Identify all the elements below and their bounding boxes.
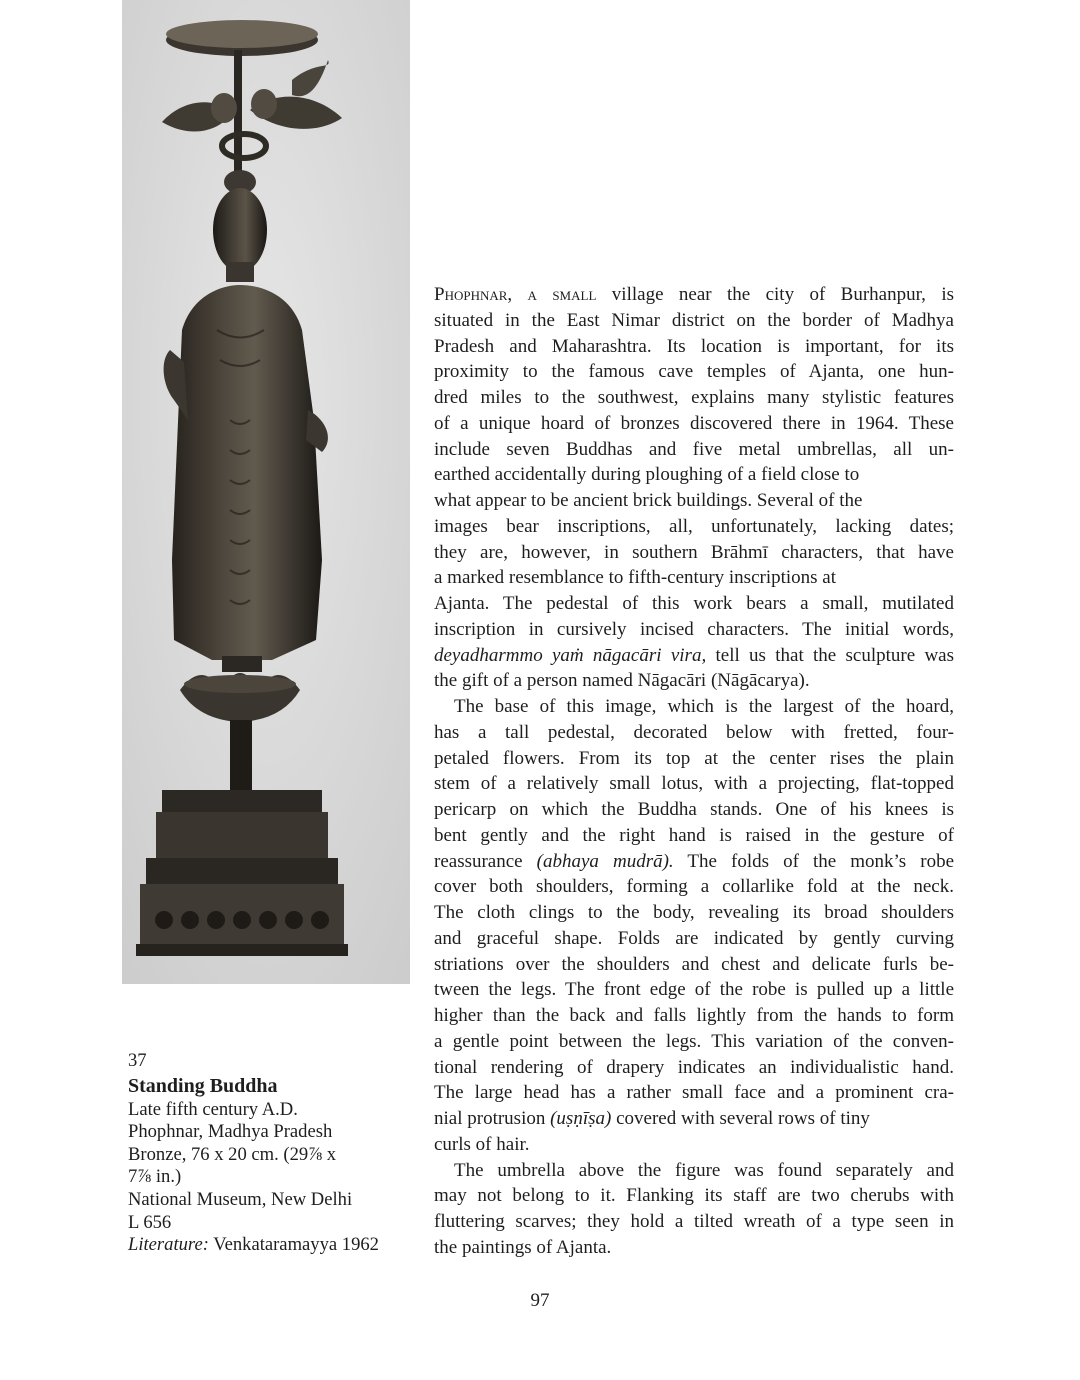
text-line: Phophnar, a small village near the city of Burhanpur, is	[434, 284, 955, 305]
text-line: The base of this image, which is the largest of the hoard,	[454, 696, 954, 717]
literature-label: Literature:	[128, 1234, 209, 1256]
mudra-term: (abhaya mudrā).	[536, 850, 674, 872]
catalogue-material-cont: 7⅞ in.)	[128, 1166, 182, 1188]
text-line: dred miles to the southwest, explains many stylistic features	[434, 387, 954, 408]
buddha-figure-image	[122, 0, 410, 984]
catalogue-literature	[128, 1234, 418, 1257]
catalogue-number: 37	[128, 1050, 147, 1071]
text-line: they are, however, in southern Brāhmī characters, that have	[434, 541, 954, 563]
text-line: deyadharmmo yaṁ nāgacāri vira, tell us that the sculpture was	[434, 644, 955, 666]
catalogue-title: Standing Buddha	[128, 1074, 278, 1097]
literature-value: Venkataramayya 1962	[208, 1234, 379, 1256]
text-line: curls of hair.	[434, 1133, 530, 1155]
text-line: images bear inscriptions, all, unfortunately, lacking dates;	[434, 515, 954, 537]
text-line: has a tall pedestal, decorated below with fretted, four-	[434, 721, 954, 743]
text-line: pericarp on which the Buddha stands. One of his knees is	[434, 799, 954, 820]
text-line: the paintings of Ajanta.	[434, 1236, 612, 1258]
text-line: earthed accidentally during ploughing of a field close to	[434, 464, 860, 486]
catalogue-caption	[128, 1050, 418, 1257]
text-line: nial protrusion (uṣṇīṣa) covered with several rows of tiny	[434, 1108, 870, 1129]
text-line: reassurance (abhaya mudrā). The folds of the monk’s robe	[434, 850, 954, 872]
text-line: The umbrella above the figure was found separately and	[454, 1159, 954, 1181]
text-line: The large head has a rather small face and a prominent cra-	[434, 1082, 954, 1104]
catalogue-material: Bronze, 76 x 20 cm. (29⅞ x	[128, 1143, 337, 1165]
text-line: stem of a relatively small lotus, with a projecting, flat-topped	[434, 773, 954, 795]
text-line: a marked resemblance to fifth-century inscriptions at	[434, 567, 837, 589]
catalogue-date: Late fifth century A.D.	[128, 1098, 298, 1120]
text-line: higher than the back and falls lightly from the hands to form	[434, 1005, 954, 1026]
text-line: bent gently and the right hand is raised in the gesture of	[434, 824, 954, 846]
ushnisha-term: (uṣṇīṣa)	[550, 1108, 612, 1129]
text-line: the gift of a person named Nāgacāri (Nāgācarya).	[434, 670, 810, 692]
page-number: 97	[530, 1290, 550, 1311]
text-line: inscription in cursively incised characters. The initial words,	[434, 618, 954, 640]
text-line: a gentle point between the legs. This variation of the conven-	[434, 1030, 954, 1052]
catalogue-accession: L 656	[128, 1211, 172, 1233]
text-line: and graceful shape. Folds are indicated by gently curving	[434, 927, 954, 949]
text-line: of a unique hoard of bronzes discovered there in 1964. These	[434, 412, 954, 434]
paragraph-lead: Phophnar, a small	[434, 284, 597, 305]
text-line: tional rendering of drapery indicates an individualistic hand.	[434, 1056, 954, 1078]
text-line: Pradesh and Maharashtra. Its location is important, for its	[434, 335, 954, 357]
text-line: include seven Buddhas and five metal umbrellas, all un-	[434, 438, 954, 460]
text-line: fluttering scarves; they hold a tilted wreath of a type seen in	[434, 1211, 954, 1232]
text-line: what appear to be ancient brick buildings. Several of the	[434, 490, 863, 511]
text-line: Ajanta. The pedestal of this work bears a small, mutilated	[434, 593, 954, 614]
catalogue-collection: National Museum, New Delhi	[128, 1188, 353, 1210]
text-line: cover both shoulders, forming a collarlike fold at the neck.	[434, 876, 954, 898]
text-line: situated in the East Nimar district on the border of Madhya	[434, 309, 954, 331]
text-line: proximity to the famous cave temples of Ajanta, one hun-	[434, 361, 954, 383]
sculpture-photo	[122, 0, 410, 984]
essay-text	[434, 282, 954, 1261]
text-line: striations over the shoulders and chest and delicate furls be-	[434, 953, 954, 975]
text-line: tween the legs. The front edge of the robe is pulled up a little	[434, 979, 954, 1001]
text-line: The cloth clings to the body, revealing its broad shoulders	[434, 902, 954, 923]
text-line: petaled flowers. From its top at the center rises the plain	[434, 747, 954, 769]
inscription-text: deyadharmmo yaṁ nāgacāri vira,	[434, 644, 707, 666]
text-line: may not belong to it. Flanking its staff are two cherubs with	[434, 1185, 954, 1207]
catalogue-provenance: Phophnar, Madhya Pradesh	[128, 1121, 333, 1143]
